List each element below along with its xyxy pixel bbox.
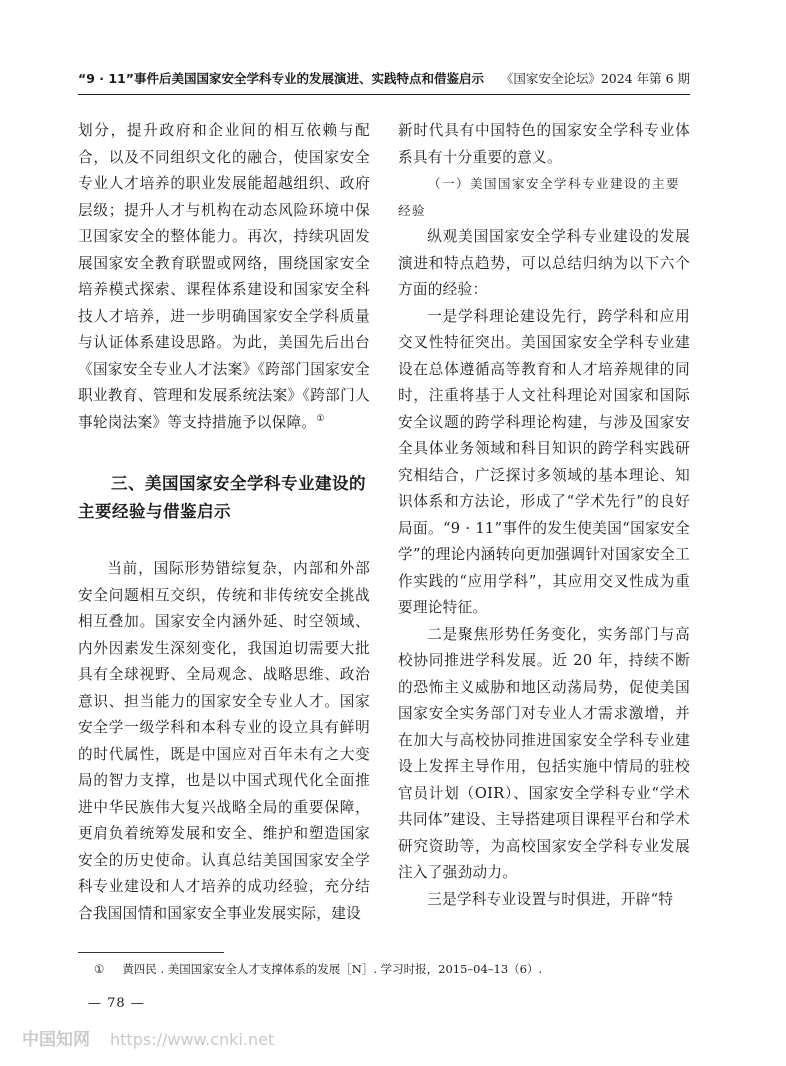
subsection-heading: （一）美国国家安全学科专业建设的主要经验: [398, 176, 681, 218]
watermark-url: https://www.cnki.net: [110, 1030, 275, 1049]
left-column: [78, 118, 370, 927]
page-number: — 78 —: [88, 996, 145, 1011]
running-header: [78, 64, 690, 95]
watermark-logo-text: 中国知网: [22, 1030, 90, 1050]
footnote-text: 黄四民 . 美国国家安全人才支撑体系的发展［N］. 学习时报，2015–04–13（6）.: [122, 962, 543, 976]
footnote: [94, 960, 694, 978]
paragraph: [78, 118, 370, 436]
paragraph: 当前，国际形势错综复杂，内部和外部安全问题相互交织，传统和非传统安全挑战相互叠加。国家安全内涵外延、时空领域、内外因素发生深刻变化，我国迫切需要大批具有全球视野、全局观念、战略思维、政治意识、担当能力的国家安全专业人才。国家安全学一级学科和本科专业的设立具有鲜明的时代属性，既是中国应对百年未有之大变局的智力支撑，也是以中国式现代化全面推进中华民族伟大复兴战略全局的重要保障，更肩负着统筹发展和安全、维护和塑造国家安全的历史使命。认真总结美国国家安全学科专业建设和人才培养的成功经验，充分结合我国国情和国家安全事业发展实际，建设: [78, 560, 370, 922]
paragraph: 新时代具有中国特色的国家安全学科专业体系具有十分重要的意义。: [398, 122, 690, 166]
paragraph: 二是聚焦形势任务变化，实务部门与高校协同推进学科发展。近 20 年，持续不断的恐怖主义威胁和地区动荡局势，促使美国国家安全实务部门对专业人才需求激增，并在加大与高校协同推进国家安全学科专业建设上发挥主导作用，包括实施中情局的驻校官员计划（OIR）、国家安全学科专业“学术共同体”建设、主导搭建项目课程平台和学术研究资助等，为高校国家安全学科专业发展注入了强劲动力。: [398, 625, 690, 881]
footnote-reference[interactable]: ①: [316, 413, 325, 424]
cnki-watermark: [22, 1025, 274, 1050]
right-column: [398, 118, 690, 913]
article-running-title: “9 · 11”事件后美国国家安全学科专业的发展演进、实践特点和借鉴启示: [78, 71, 484, 86]
journal-issue: 《国家安全论坛》2024 年第 6 期: [500, 71, 690, 86]
paragraph: 一是学科理论建设先行，跨学科和应用交叉性特征突出。美国国家安全学科专业建设在总体遵循高等教育和人才培养规律的同时，注重将基于人文社科理论对国家和国际安全议题的跨学科理论构建，与涉及国家安全具体业务领域和科目知识的跨学科实践研究相结合，广泛探讨多领域的基本理论、知识体系和方法论，形成了“学术先行”的良好局面。“9 · 11”事件的发生使美国“国家安全学”的理论内涵转向更加强调针对国家安全工作实践的“应用学科”，其应用交叉性成为重要理论特征。: [398, 307, 690, 616]
paragraph: 三是学科专业设置与时俱进，开辟“特: [427, 890, 674, 908]
section-heading: 三、美国国家安全学科专业建设的主要经验与借鉴启示: [78, 474, 366, 521]
footnote-divider: [78, 952, 224, 953]
paragraph-text: 划分，提升政府和企业间的相互依赖与配合，以及不同组织文化的融合，使国家安全专业人才培养的职业发展能超越组织、政府层级；提升人才与机构在动态风险环境中保卫国家安全的整体能力。再次，持续巩固发展国家安全教育联盟或网络，围绕国家安全培养模式探索、课程体系建设和国家安全科技人才培养，进一步明确国家安全学科质量与认证体系建设思路。为此，美国先后出台《国家安全专业人才法案》《跨部门国家安全职业教育、管理和发展系统法案》《跨部门人事轮岗法案》等支持措施予以保障。: [78, 122, 370, 431]
paragraph: 纵观美国国家安全学科专业建设的发展演进和特点趋势，可以总结归纳为以下六个方面的经验：: [398, 228, 690, 298]
footnote-mark: ①: [94, 962, 105, 976]
